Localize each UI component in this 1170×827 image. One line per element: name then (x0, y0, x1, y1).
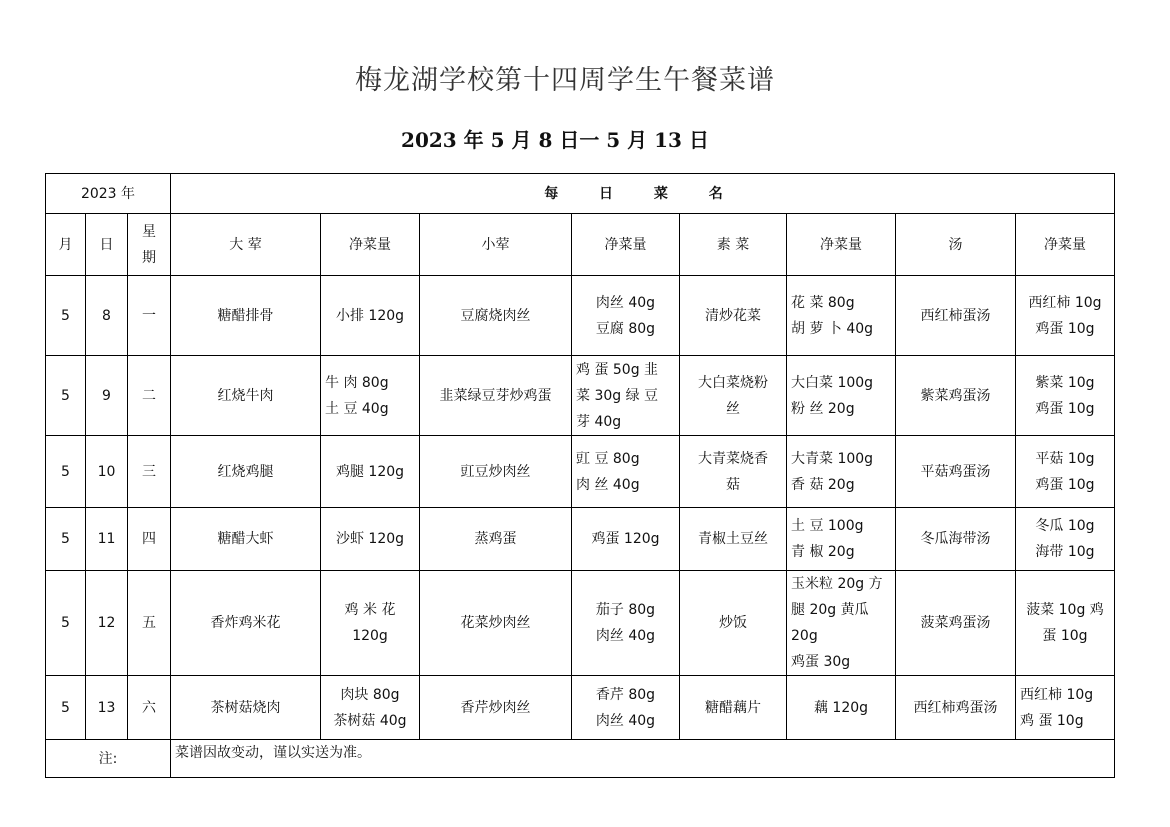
vegetable-weight-cell: 大白菜 100g 粉 丝 20g (787, 356, 896, 436)
col-header-net-weight: 净菜量 (787, 214, 896, 276)
vegetable-cell: 清炒花菜 (680, 276, 787, 356)
table-row (46, 571, 1115, 676)
daily-menu-header: 每 日 菜 名 (171, 174, 1115, 214)
soup-cell: 冬瓜海带汤 (896, 508, 1016, 571)
year-cell: 2023 年 (46, 174, 171, 214)
main-dish-weight-cell: 鸡 米 花 120g (321, 571, 420, 676)
table-row (46, 276, 1115, 356)
side-dish-cell: 豆腐烧肉丝 (420, 276, 572, 356)
soup-cell: 西红柿鸡蛋汤 (896, 676, 1016, 740)
side-dish-weight-cell: 豇 豆 80g 肉 丝 40g (572, 436, 680, 508)
vegetable-weight-cell: 花 菜 80g 胡 萝 卜 40g (787, 276, 896, 356)
month-cell: 5 (46, 676, 86, 740)
col-header-net-weight: 净菜量 (321, 214, 420, 276)
vegetable-cell: 糖醋藕片 (680, 676, 787, 740)
vegetable-weight-cell: 土 豆 100g 青 椒 20g (787, 508, 896, 571)
col-header-month: 月 (46, 214, 86, 276)
side-dish-cell: 豇豆炒肉丝 (420, 436, 572, 508)
main-dish-cell: 红烧鸡腿 (171, 436, 321, 508)
note-text: 菜谱因故变动，谨以实送为准。 (171, 740, 1115, 778)
month-cell: 5 (46, 571, 86, 676)
weekday-cell: 二 (128, 356, 171, 436)
soup-weight-cell: 平菇 10g 鸡蛋 10g (1016, 436, 1115, 508)
soup-cell: 西红柿蛋汤 (896, 276, 1016, 356)
side-dish-weight-cell: 鸡 蛋 50g 韭 菜 30g 绿 豆 芽 40g (572, 356, 680, 436)
main-dish-cell: 糖醋排骨 (171, 276, 321, 356)
soup-weight-cell: 紫菜 10g 鸡蛋 10g (1016, 356, 1115, 436)
month-cell: 5 (46, 508, 86, 571)
menu-table (45, 173, 1115, 778)
col-header-side-meat: 小荤 (420, 214, 572, 276)
col-header-net-weight: 净菜量 (572, 214, 680, 276)
date-range: 2023 年 5 月 8 日一 5 月 13 日 (401, 128, 709, 152)
col-header-net-weight: 净菜量 (1016, 214, 1115, 276)
side-dish-cell: 蒸鸡蛋 (420, 508, 572, 571)
vegetable-weight-cell: 藕 120g (787, 676, 896, 740)
soup-cell: 平菇鸡蛋汤 (896, 436, 1016, 508)
side-dish-weight-cell: 鸡蛋 120g (572, 508, 680, 571)
side-dish-cell: 韭菜绿豆芽炒鸡蛋 (420, 356, 572, 436)
table-title-row (46, 174, 1115, 214)
vegetable-cell: 大青菜烧香 菇 (680, 436, 787, 508)
soup-weight-cell: 西红柿 10g 鸡蛋 10g (1016, 276, 1115, 356)
weekday-cell: 四 (128, 508, 171, 571)
column-header-row (46, 214, 1115, 276)
note-label: 注: (46, 740, 171, 778)
table-row (46, 436, 1115, 508)
vegetable-cell: 大白菜烧粉 丝 (680, 356, 787, 436)
page-title: 梅龙湖学校第十四周学生午餐菜谱 (355, 65, 775, 96)
main-dish-weight-cell: 沙虾 120g (321, 508, 420, 571)
soup-weight-cell: 西红柿 10g 鸡 蛋 10g (1016, 676, 1115, 740)
side-dish-weight-cell: 茄子 80g 肉丝 40g (572, 571, 680, 676)
weekday-cell: 五 (128, 571, 171, 676)
main-dish-cell: 香炸鸡米花 (171, 571, 321, 676)
weekday-cell: 三 (128, 436, 171, 508)
day-cell: 9 (86, 356, 128, 436)
vegetable-cell: 青椒土豆丝 (680, 508, 787, 571)
main-dish-cell: 糖醋大虾 (171, 508, 321, 571)
side-dish-weight-cell: 香芹 80g 肉丝 40g (572, 676, 680, 740)
col-header-vegetable: 素 菜 (680, 214, 787, 276)
main-dish-weight-cell: 鸡腿 120g (321, 436, 420, 508)
col-header-day: 日 (86, 214, 128, 276)
soup-weight-cell: 冬瓜 10g 海带 10g (1016, 508, 1115, 571)
day-cell: 10 (86, 436, 128, 508)
main-dish-weight-cell: 肉块 80g 茶树菇 40g (321, 676, 420, 740)
col-header-main-meat: 大 荤 (171, 214, 321, 276)
col-header-soup: 汤 (896, 214, 1016, 276)
soup-cell: 紫菜鸡蛋汤 (896, 356, 1016, 436)
weekday-cell: 一 (128, 276, 171, 356)
day-cell: 8 (86, 276, 128, 356)
soup-weight-cell: 菠菜 10g 鸡 蛋 10g (1016, 571, 1115, 676)
main-dish-cell: 茶树菇烧肉 (171, 676, 321, 740)
side-dish-cell: 香芹炒肉丝 (420, 676, 572, 740)
day-cell: 13 (86, 676, 128, 740)
vegetable-weight-cell: 大青菜 100g 香 菇 20g (787, 436, 896, 508)
main-dish-weight-cell: 牛 肉 80g 土 豆 40g (321, 356, 420, 436)
day-cell: 12 (86, 571, 128, 676)
main-dish-cell: 红烧牛肉 (171, 356, 321, 436)
note-row (46, 740, 1115, 778)
table-row (46, 508, 1115, 571)
table-row (46, 356, 1115, 436)
weekday-cell: 六 (128, 676, 171, 740)
vegetable-cell: 炒饭 (680, 571, 787, 676)
col-header-weekday: 星 期 (128, 214, 171, 276)
month-cell: 5 (46, 356, 86, 436)
side-dish-weight-cell: 肉丝 40g 豆腐 80g (572, 276, 680, 356)
side-dish-cell: 花菜炒肉丝 (420, 571, 572, 676)
day-cell: 11 (86, 508, 128, 571)
main-dish-weight-cell: 小排 120g (321, 276, 420, 356)
soup-cell: 菠菜鸡蛋汤 (896, 571, 1016, 676)
vegetable-weight-cell: 玉米粒 20g 方 腿 20g 黄瓜 20g 鸡蛋 30g (787, 571, 896, 676)
table-row (46, 676, 1115, 740)
month-cell: 5 (46, 276, 86, 356)
month-cell: 5 (46, 436, 86, 508)
